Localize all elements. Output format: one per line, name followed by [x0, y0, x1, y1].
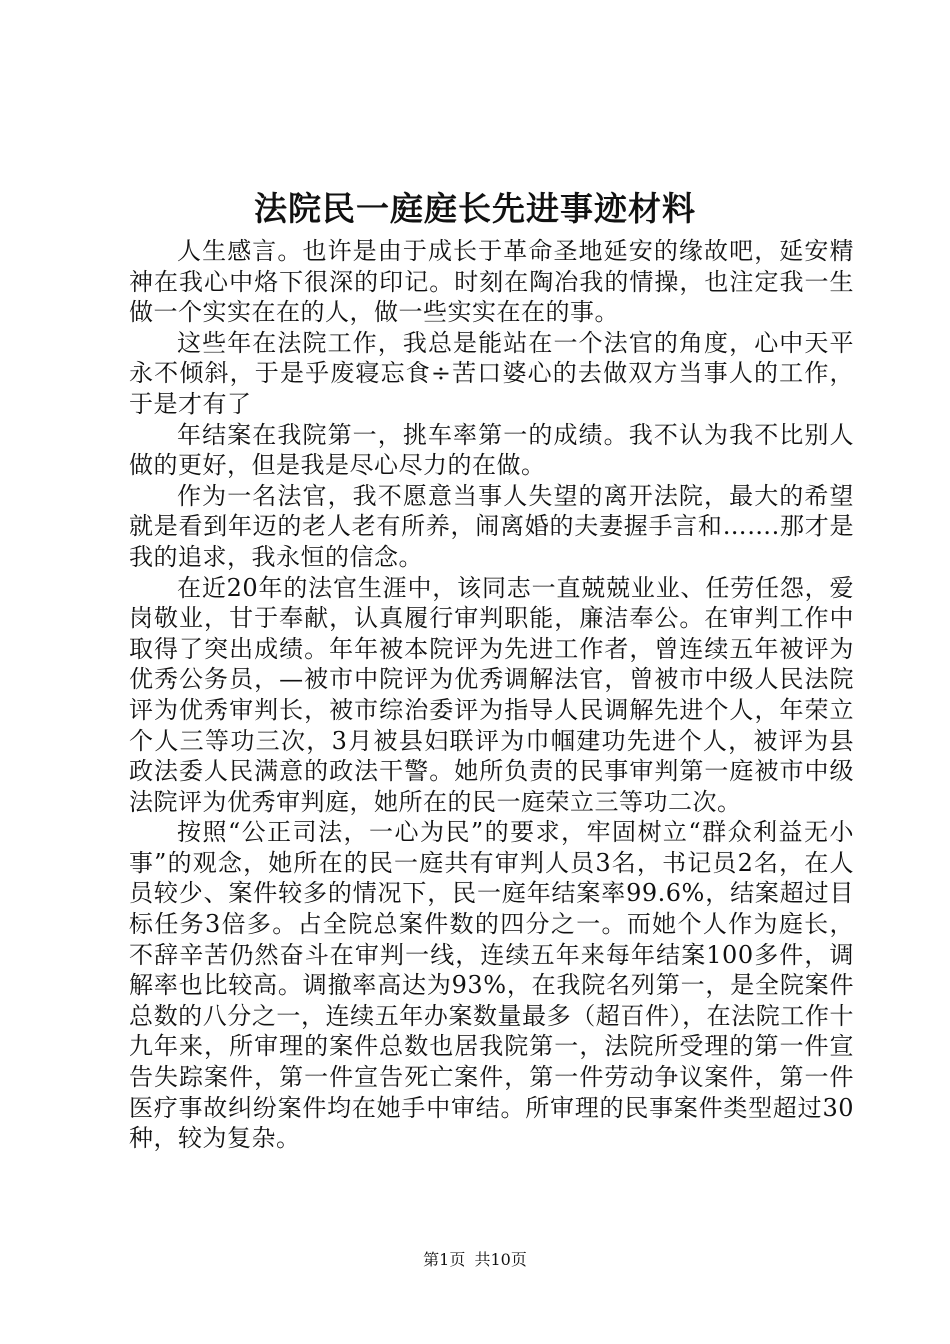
- page-number: 第1页: [423, 1250, 466, 1269]
- paragraph-5: 在近20年的法官生涯中，该同志一直兢兢业业、任劳任怨，爱岗敬业，甘于奉献，认真履行审判职能，廉洁奉公。在审判工作中取得了突出成绩。年年被本院评为先进工作者，曾连续五年被评为优秀公务员，—被市中院评为优秀调解法官，曾被市中级人民法院评为优秀审判长，被市综治委评为指导人民调解先进个人，年荣立个人三等功三次，3月被县妇联评为巾帼建功先进个人，被评为县政法委人民满意的政法干警。她所负责的民事审判第一庭被市中级法院评为优秀审判庭，她所在的民一庭荣立三等功二次。: [129, 573, 854, 816]
- paragraph-6: 按照“公正司法，一心为民”的要求，牢固树立“群众利益无小事”的观念，她所在的民一庭共有审判人员3名，书记员2名，在人员较少、案件较多的情况下，民一庭年结案率99.6%，结案超过目标任务3倍多。占全院总案件数的四分之一。而她个人作为庭长，不辞辛苦仍然奋斗在审判一线，连续五年来每年结案100多件，调解率也比较高。调撤率高达为93%，在我院名列第一，是全院案件总数的八分之一，连续五年办案数量最多（超百件），在法院工作十九年来，所审理的案件总数也居我院第一，法院所受理的第一件宣告失踪案件，第一件宣告死亡案件，第一件劳动争议案件，第一件医疗事故纠纷案件均在她手中审结。所审理的民事案件类型超过30种，较为复杂。: [129, 818, 854, 1153]
- paragraph-3: 年结案在我院第一，挑车率第一的成绩。我不认为我不比别人做的更好，但是我是尽心尽力的在做。: [129, 420, 854, 480]
- paragraph-2: 这些年在法院工作，我总是能站在一个法官的角度，心中天平永不倾斜，于是乎废寝忘食÷苦口婆心的去做双方当事人的工作，于是才有了: [129, 328, 854, 418]
- page-footer: [0, 1248, 950, 1272]
- paragraph-4: 作为一名法官，我不愿意当事人失望的离开法院，最大的希望就是看到年迈的老人老有所养，闹离婚的夫妻握手言和…….那才是我的追求，我永恒的信念。: [129, 481, 854, 571]
- document-body: [129, 236, 854, 1154]
- paragraph-1: 人生感言。也许是由于成长于革命圣地延安的缘故吧，延安精神在我心中烙下很深的印记。时刻在陶冶我的情操，也注定我一生做一个实实在在的人，做一些实实在在的事。: [129, 237, 854, 327]
- document-title: 法院民一庭庭长先进事迹材料: [254, 189, 696, 228]
- page-total: 共10页: [474, 1250, 527, 1269]
